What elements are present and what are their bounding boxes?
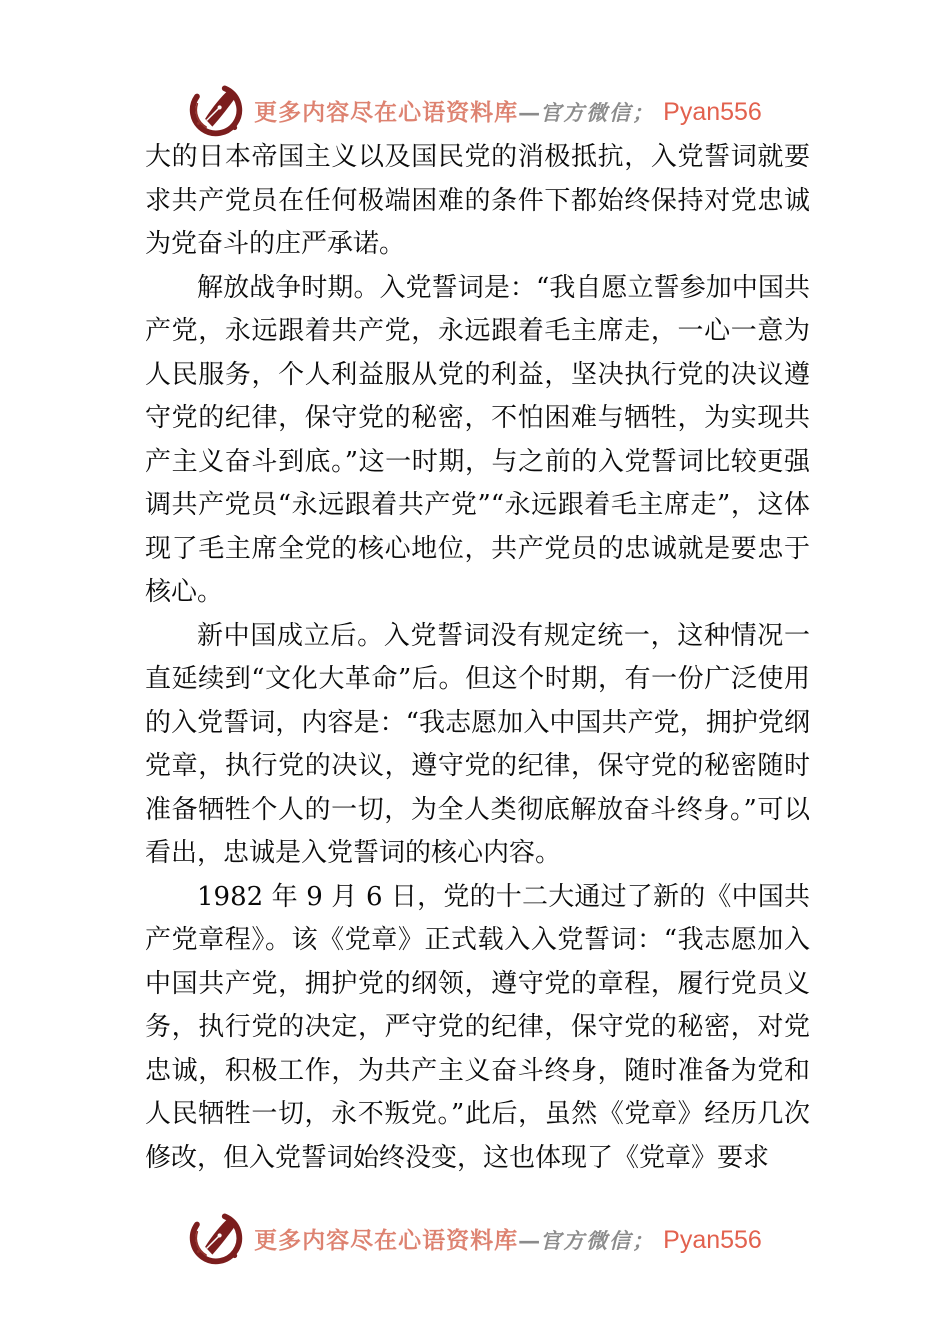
watermark-text	[254, 1222, 762, 1255]
paragraph-new-china-oath: 新中国成立后。入党誓词没有规定统一，这种情况一直延续到“文化大革命”后。但这个时期，有一份广泛使用的入党誓词，内容是：“我志愿加入中国共产党，拥护党纲党章，执行党的决议，遵守党的纪律，保守党的秘密随时准备牺牲个人的一切，为全人类彻底解放奋斗终身。”可以看出，忠诚是入党誓词的核心内容。	[145, 620, 810, 868]
header-watermark	[0, 82, 950, 138]
watermark-text	[254, 94, 762, 127]
watermark-separator: —	[518, 99, 541, 126]
watermark-wechat-id: Pyan556	[663, 1225, 762, 1254]
watermark-wechat-label: 官方微信；	[540, 1227, 656, 1253]
paragraph-liberation-war-oath: 解放战争时期。入党誓词是：“我自愿立誓参加中国共产党，永远跟着共产党，永远跟着毛主席走，一心一意为人民服务，个人利益服从党的利益，坚决执行党的决议遵守党的纪律，保守党的秘密，不怕困难与牺牲，为实现共产主义奋斗到底。”这一时期，与之前的入党誓词比较更强调共产党员“永远跟着共产党”“永远跟着毛主席走”，这体现了毛主席全党的核心地位，共产党员的忠诚就是要忠于核心。	[145, 272, 810, 607]
watermark-brand: 更多内容尽在心语资料库	[254, 1226, 519, 1254]
footer-watermark	[0, 1210, 950, 1266]
document-body	[145, 136, 810, 1180]
watermark-wechat-id: Pyan556	[663, 97, 762, 126]
paragraph-1982-charter-oath: 1982 年 9 月 6 日，党的十二大通过了新的《中国共产党章程》。该《党章》正式载入入党誓词：“我志愿加入中国共产党，拥护党的纲领，遵守党的章程，履行党员义务，执行党的决定，严守党的纪律，保守党的秘密，对党忠诚，积极工作，为共产主义奋斗终身，随时准备为党和人民牺牲一切，永不叛党。”此后，虽然《党章》经历几次修改，但入党誓词始终没变，这也体现了《党章》要求	[145, 881, 810, 1173]
pen-logo-icon	[188, 1210, 244, 1266]
watermark-wechat-label: 官方微信；	[540, 99, 656, 125]
paragraph-continuation: 大的日本帝国主义以及国民党的消极抵抗，入党誓词就要求共产党员在任何极端困难的条件下都始终保持对党忠诚为党奋斗的庄严承诺。	[145, 142, 810, 259]
watermark-separator: —	[518, 1227, 541, 1254]
watermark-brand: 更多内容尽在心语资料库	[254, 98, 519, 126]
pen-logo-icon	[188, 82, 244, 138]
